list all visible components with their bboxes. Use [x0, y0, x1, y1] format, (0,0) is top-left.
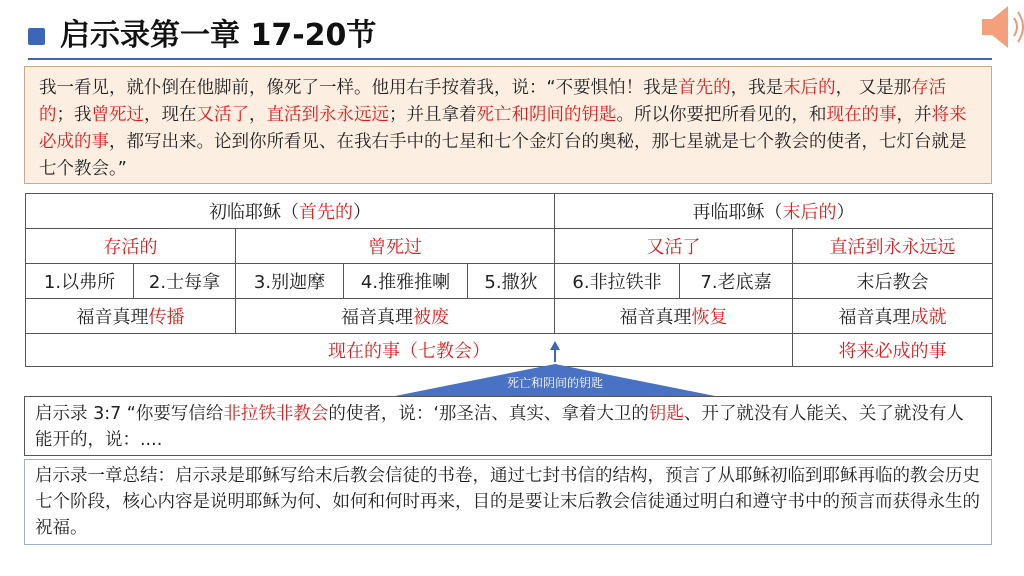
highlight-text: 死亡和阴间的钥匙: [476, 105, 617, 125]
text-segment: 再临耶稣（: [692, 202, 783, 223]
church-sardis: 5.撒狄: [468, 264, 555, 299]
text-segment: 福音真理: [619, 307, 692, 328]
highlight-text: 非拉铁非教会: [223, 404, 329, 424]
church-philadelphia: 6.非拉铁非: [555, 264, 680, 299]
highlight-text: 直活到永永远远: [266, 105, 389, 125]
highlight-text: 又活了: [196, 105, 249, 125]
scripture-quote-box: [24, 66, 992, 184]
highlight-text: 成就: [910, 307, 947, 328]
summary-text: 启示录一章总结：启示录是耶稣写给末后教会信徒的书卷，通过七封书信的结构，预言了从耶稣初临到耶稣再临的教会历史七个阶段，核心内容是说明耶稣为何、如何和何时再来，目的是要让末后教会信徒通过明白和遵守书中的预言而获得永生的祝福。: [35, 466, 980, 538]
highlight-text: 首先的: [299, 202, 353, 223]
cell-dead: 曾死过: [236, 229, 555, 264]
highlight-text: 钥匙: [648, 404, 684, 424]
summary-box: [24, 459, 992, 545]
text-segment: ）: [836, 202, 855, 223]
church-ephesus: 1.以弗所: [26, 264, 134, 299]
text-segment: ；我: [56, 105, 92, 125]
text-segment: 福音真理: [838, 307, 911, 328]
cell-forever: 直活到永永远远: [793, 229, 992, 264]
highlight-text: 恢复: [691, 307, 728, 328]
church-laodicea: 7.老底嘉: [680, 264, 793, 299]
verse-text: [35, 404, 964, 450]
text-segment: ）: [353, 202, 371, 223]
cell-present-things: 现在的事（七教会）: [26, 334, 793, 366]
page-title: 启示录第一章 17-20节: [60, 18, 377, 53]
highlight-text: 被废: [413, 307, 449, 328]
text-segment: 。所以你要把所看见的，和: [616, 105, 827, 125]
church-pergamos: 3.别迦摩: [236, 264, 344, 299]
highlight-text: 首先的: [678, 78, 731, 98]
text-segment: ，: [249, 105, 267, 125]
church-thyatira: 4.推雅推喇: [344, 264, 468, 299]
text-segment: ，并: [896, 105, 932, 125]
cell-gospel-spread: [26, 299, 236, 334]
text-segment: 的使者，说：‘那圣洁、真实、拿着大卫的: [328, 404, 649, 424]
text-segment: ，都写出来。论到你所看见、在我右手中的七星和七个金灯台的奥秘，那七星就是七个教会的使者，七灯台就是七个教会。”: [39, 132, 967, 179]
cell-living: 存活的: [26, 229, 236, 264]
church-smyrna: 2.士每拿: [134, 264, 236, 299]
text-segment: 我一看见，就仆倒在他脚前，像死了一样。他用右手按着我，说：“不要惧怕！我是: [39, 78, 679, 98]
text-segment: ，我是: [730, 78, 784, 98]
text-segment: 福音真理: [341, 307, 413, 328]
title-underline: [28, 58, 992, 60]
highlight-text: 传播: [148, 307, 185, 328]
key-label: 死亡和阴间的钥匙: [506, 376, 603, 390]
highlight-text: 存活的: [39, 78, 947, 125]
highlight-text: 曾死过: [91, 105, 144, 125]
text-segment: 、开了就没有人能关、关了就没有人能开的，说：....: [35, 404, 964, 450]
text-segment: 启示录 3:7 “你要写信给: [35, 404, 224, 424]
title-bullet: [28, 28, 45, 45]
speaker-icon[interactable]: [978, 2, 1024, 52]
cell-future-things: 将来必成的事: [838, 341, 947, 362]
cell-gospel-restored: [555, 299, 793, 334]
cell-alive-again: 又活了: [555, 229, 793, 264]
verse-box: [24, 396, 992, 456]
highlight-text: 末后的: [783, 78, 836, 98]
cell-last-church: 末后教会: [793, 264, 992, 299]
cell-gospel-abolished: [236, 299, 555, 334]
text-segment: 福音真理: [76, 307, 149, 328]
cell-gospel-fulfilled: [793, 299, 992, 334]
text-segment: 初临耶稣（: [209, 202, 299, 223]
text-segment: ， 又是那: [835, 78, 912, 98]
highlight-text: 将来必成的事: [39, 105, 967, 152]
highlight-text: 末后的: [782, 202, 837, 223]
highlight-text: 现在的事: [826, 105, 897, 125]
header-first-coming: [26, 194, 555, 229]
header-second-coming: [555, 194, 992, 229]
scripture-quote-text: [39, 78, 967, 179]
text-segment: ；并且拿着: [389, 105, 477, 125]
text-segment: ，现在: [144, 105, 197, 125]
